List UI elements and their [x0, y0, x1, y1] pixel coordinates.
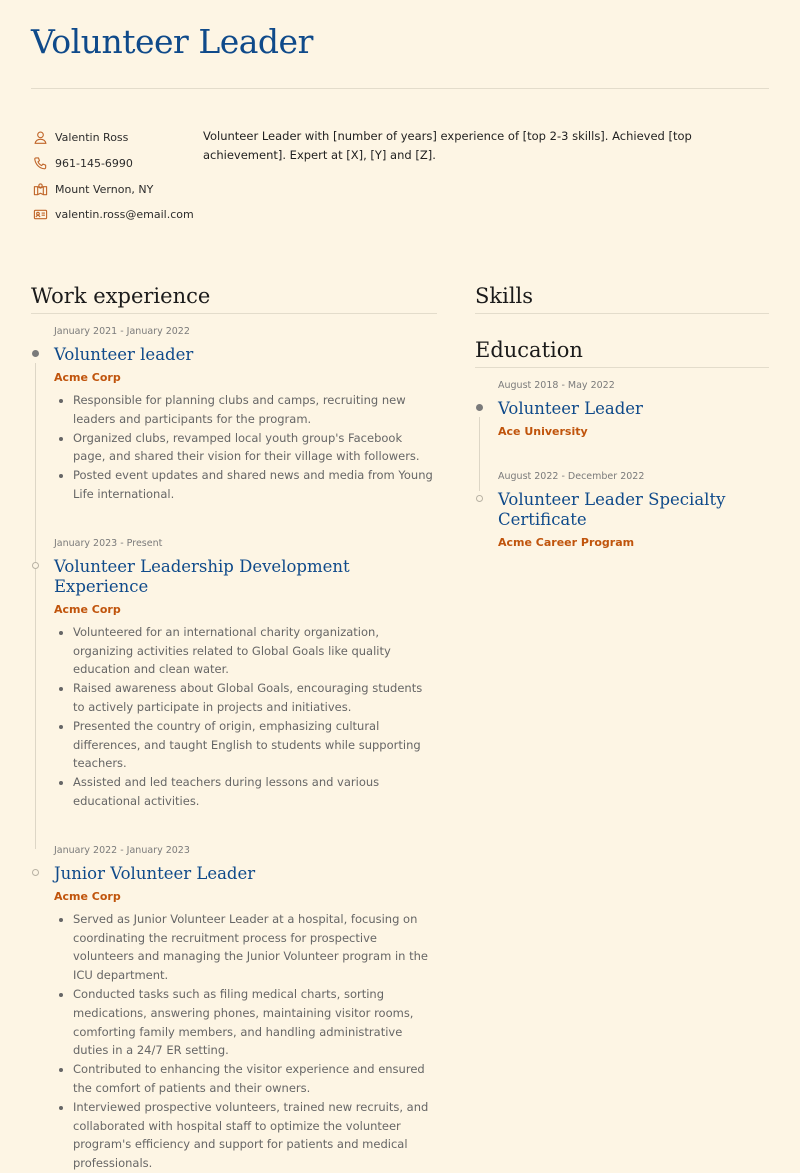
work-entry	[31, 844, 437, 1173]
timeline-dot	[32, 350, 39, 357]
work-timeline	[31, 325, 437, 1173]
contact-location-text: Mount Vernon, NY	[55, 182, 154, 196]
education-school: Ace University	[498, 425, 588, 438]
header-divider	[31, 88, 769, 89]
map-icon	[33, 182, 48, 197]
bullet-item: • Raised awareness about Global Goals, encouraging students to actively participate in projects and initiatives.	[73, 679, 437, 717]
education-divider	[475, 367, 769, 368]
work-company: Acme Corp	[54, 602, 121, 616]
work-entry	[31, 325, 437, 504]
contact-person-text: Valentin Ross	[55, 131, 129, 145]
contact-person	[33, 125, 203, 151]
bullet-item: • Responsible for planning clubs and camps, recruiting new leaders and participants for the program.	[73, 391, 437, 429]
bullet-item: • Presented the country of origin, emphasizing cultural differences, and taught English to students while supporting teachers.	[73, 717, 437, 773]
work-bullets	[54, 391, 437, 504]
education-entry	[475, 470, 769, 550]
work-experience-title: Work experience	[31, 284, 211, 308]
skills-divider	[475, 313, 769, 314]
bullet-item: • Served as Junior Volunteer Leader at a hospital, focusing on coordinating the recruitment process for prospective volunteers and managing the Junior Volunteer program in the ICU department.	[73, 910, 437, 985]
bullet-item: • Posted event updates and shared news and media from Young Life international.	[73, 466, 437, 504]
work-divider	[31, 313, 437, 314]
work-job-title: Volunteer Leadership Development Experience	[54, 556, 350, 596]
work-date: January 2023 - Present	[54, 537, 163, 549]
work-bullets	[54, 623, 437, 811]
education-title-text: Volunteer Leader Specialty Certificate	[498, 490, 726, 529]
skills-title: Skills	[475, 284, 534, 308]
resume-name: Volunteer Leader	[31, 22, 313, 61]
timeline-dot	[476, 404, 483, 411]
profile-summary: Volunteer Leader with [number of years] experience of [top 2-3 skills]. Achieved [top achievement]. Expert at [X], [Y] and [Z].	[203, 129, 692, 162]
contact-phone	[33, 151, 203, 177]
education-timeline	[475, 379, 769, 550]
work-date: January 2022 - January 2023	[54, 844, 190, 856]
contact-email-text: valentin.ross@email.com	[55, 208, 194, 222]
education-date: August 2022 - December 2022	[498, 471, 645, 482]
work-company: Acme Corp	[54, 371, 121, 384]
bullet-item: • Conducted tasks such as filing medical charts, sorting medications, answering phones, maintaining visitor rooms, comforting family members, and handling administrative duties in a 24/7 ER setting.	[73, 985, 437, 1060]
bullet-item: • Organized clubs, revamped local youth group's Facebook page, and shared their vision for their village with followers.	[73, 429, 437, 467]
bullet-item: • Volunteered for an international charity organization, organizing activities related to Global Goals like quality education and clean water.	[73, 623, 437, 679]
work-job-title: Volunteer leader	[54, 345, 194, 364]
phone-icon	[33, 156, 48, 171]
contact-location	[33, 176, 203, 202]
work-job-title: Junior Volunteer Leader	[54, 863, 256, 883]
work-bullets	[54, 910, 437, 1173]
sidebar-sections	[475, 284, 769, 550]
work-experience-section	[31, 284, 437, 1173]
timeline-dot	[476, 495, 483, 502]
bullet-item: • Assisted and led teachers during lessons and various educational activities.	[73, 773, 437, 811]
work-entry	[31, 537, 437, 811]
contact-email	[33, 202, 203, 228]
id-card-icon	[33, 207, 48, 222]
bullet-item: • Interviewed prospective volunteers, trained new recruits, and collaborated with hospital staff to optimize the volunteer program's efficiency and support for patients and medical professionals.	[73, 1098, 437, 1173]
bullet-item: • Contributed to enhancing the visitor experience and ensured the comfort of patients and their owners.	[73, 1060, 437, 1098]
timeline-dot	[32, 562, 39, 569]
work-company: Acme Corp	[54, 889, 121, 903]
contact-list	[33, 125, 203, 228]
education-title-text: Volunteer Leader	[498, 399, 643, 418]
contact-phone-text: 961-145-6990	[55, 157, 133, 171]
user-icon	[33, 130, 48, 145]
education-title: Education	[475, 338, 583, 362]
education-entry	[475, 379, 769, 439]
education-school: Acme Career Program	[498, 536, 635, 549]
work-date: January 2021 - January 2022	[54, 326, 190, 337]
education-date: August 2018 - May 2022	[498, 380, 615, 391]
timeline-dot	[32, 869, 39, 876]
